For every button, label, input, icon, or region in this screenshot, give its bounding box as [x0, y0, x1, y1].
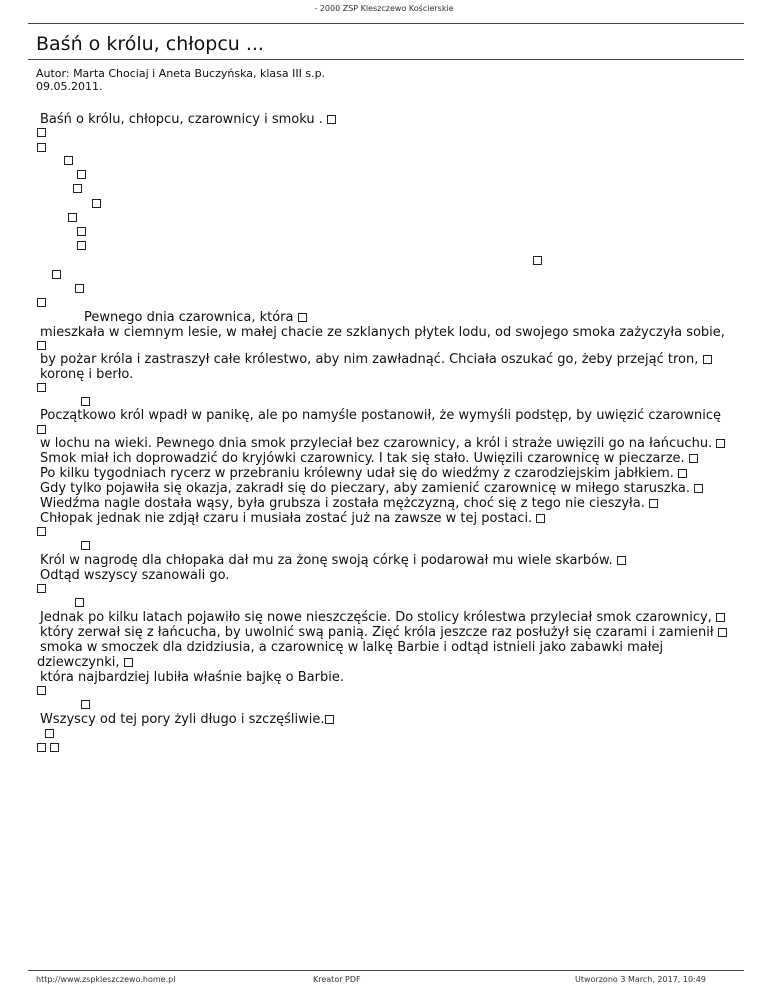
page-header: - 2000 ZSP Kleszczewo Kościerskie — [314, 4, 454, 13]
missing-glyph-box — [52, 270, 61, 279]
missing-glyph-box — [37, 584, 46, 593]
missing-glyph-box — [124, 658, 133, 667]
missing-glyph-box — [37, 527, 46, 536]
paragraph-line: Król w nagrodę dla chłopaka dał mu za żonę swoją córkę i podarował mu wiele skarbów. — [40, 553, 626, 569]
title-rule — [28, 59, 744, 60]
paragraph-line: mieszkała w ciemnym lesie, w małej chacie ze szklanych płytek lodu, od swojego smoka zażyczyła sobie, — [40, 325, 725, 340]
publish-date: 09.05.2011. — [36, 80, 103, 93]
paragraph-line: Gdy tylko pojawiła się okazja, zakradł się do pieczary, aby zamienić czarownicę w miłego staruszka. — [40, 481, 703, 497]
missing-glyph-box — [716, 439, 725, 448]
paragraph-line: smoka w smoczek dla dzidziusia, a czarownicę w lalkę Barbie i odtąd istnieli jako zabawki małej — [40, 640, 664, 655]
missing-glyph-box — [533, 256, 542, 265]
missing-glyph-box — [37, 341, 46, 350]
missing-glyph-box — [50, 743, 59, 752]
missing-glyph-box — [45, 729, 54, 738]
missing-glyph-box — [68, 213, 77, 222]
missing-glyph-box — [689, 454, 698, 463]
paragraph-line: Jednak po kilku latach pojawiło się nowe nieszczęście. Do stolicy królestwa przyleciał smok czarownicy, — [40, 610, 725, 626]
footer-created: Utworzono 3 March, 2017, 10:49 — [575, 975, 706, 984]
missing-glyph-box — [298, 313, 307, 322]
missing-glyph-box — [678, 469, 687, 478]
missing-glyph-box — [716, 613, 725, 622]
story-heading: Baśń o królu, chłopcu, czarownicy i smoku . — [40, 112, 336, 128]
paragraph-line: Smok miał ich doprowadzić do kryjówki czarownicy. I tak się stało. Uwięzili czarownicę w pieczarze. — [40, 451, 698, 467]
footer-rule — [28, 970, 744, 971]
missing-glyph-box — [81, 541, 90, 550]
missing-glyph-box — [327, 115, 336, 124]
missing-glyph-box — [92, 199, 101, 208]
missing-glyph-box — [77, 170, 86, 179]
story-ending-line: Wszyscy od tej pory żyli długo i szczęśliwie. — [40, 712, 334, 728]
article-title: Baśń o królu, chłopcu ... — [36, 33, 264, 55]
missing-glyph-box — [37, 425, 46, 434]
missing-glyph-box — [73, 184, 82, 193]
missing-glyph-box — [81, 397, 90, 406]
missing-glyph-box — [75, 284, 84, 293]
missing-glyph-box — [718, 628, 727, 637]
paragraph-line: Odtąd wszyscy szanowali go. — [40, 568, 230, 583]
missing-glyph-box — [77, 227, 86, 236]
missing-glyph-box — [536, 514, 545, 523]
missing-glyph-box — [64, 156, 73, 165]
paragraph-line: Początkowo król wpadł w panikę, ale po namyśle postanowił, że wymyśli podstęp, by uwięzić czarownicę — [40, 408, 721, 423]
missing-glyph-box — [37, 743, 46, 752]
missing-glyph-box — [37, 143, 46, 152]
missing-glyph-box — [649, 499, 658, 508]
missing-glyph-box — [703, 355, 712, 364]
missing-glyph-box — [37, 128, 46, 137]
missing-glyph-box — [37, 383, 46, 392]
paragraph-line: Wiedźma nagle dostała wąsy, była grubsza i została mężczyzną, choć się z tego nie cieszyła. — [40, 496, 658, 512]
missing-glyph-box — [37, 686, 46, 695]
missing-glyph-box — [694, 484, 703, 493]
paragraph-line: by pożar króla i zastraszył całe królestwo, aby nim zawładnąć. Chciała oszukać go, żeby przejąć tron, — [40, 352, 712, 368]
author-line: Autor: Marta Chociaj i Aneta Buczyńska, klasa III s.p. — [36, 67, 326, 80]
footer-url: http://www.zspkleszczewo.home.pl — [36, 975, 176, 984]
missing-glyph-box — [81, 700, 90, 709]
missing-glyph-box — [75, 598, 84, 607]
paragraph-line: w lochu na wieki. Pewnego dnia smok przyleciał bez czarownicy, a król i straże uwięzili go na łańcuchu. — [40, 436, 725, 452]
missing-glyph-box — [325, 715, 334, 724]
header-rule — [28, 23, 744, 24]
paragraph-line: Chłopak jednak nie zdjął czaru i musiała zostać już na zawsze w tej postaci. — [40, 511, 545, 527]
missing-glyph-box — [617, 556, 626, 565]
paragraph-line: która najbardziej lubiła właśnie bajkę o Barbie. — [40, 670, 344, 685]
missing-glyph-box — [77, 241, 86, 250]
paragraph-line: Po kilku tygodniach rycerz w przebraniu królewny udał się do wiedźmy z czarodziejskim jabłkiem. — [40, 466, 687, 482]
paragraph-line: dziewczynki, — [37, 655, 133, 671]
paragraph-line: koronę i berło. — [40, 367, 134, 382]
paragraph-line: Pewnego dnia czarownica, która — [84, 310, 307, 326]
footer-generator: Kreator PDF — [313, 975, 361, 984]
missing-glyph-box — [37, 298, 46, 307]
paragraph-line: który zerwał się z łańcucha, by uwolnić swą panią. Zięć króla jeszcze raz posłużył się czarami i zamienił — [40, 625, 727, 641]
